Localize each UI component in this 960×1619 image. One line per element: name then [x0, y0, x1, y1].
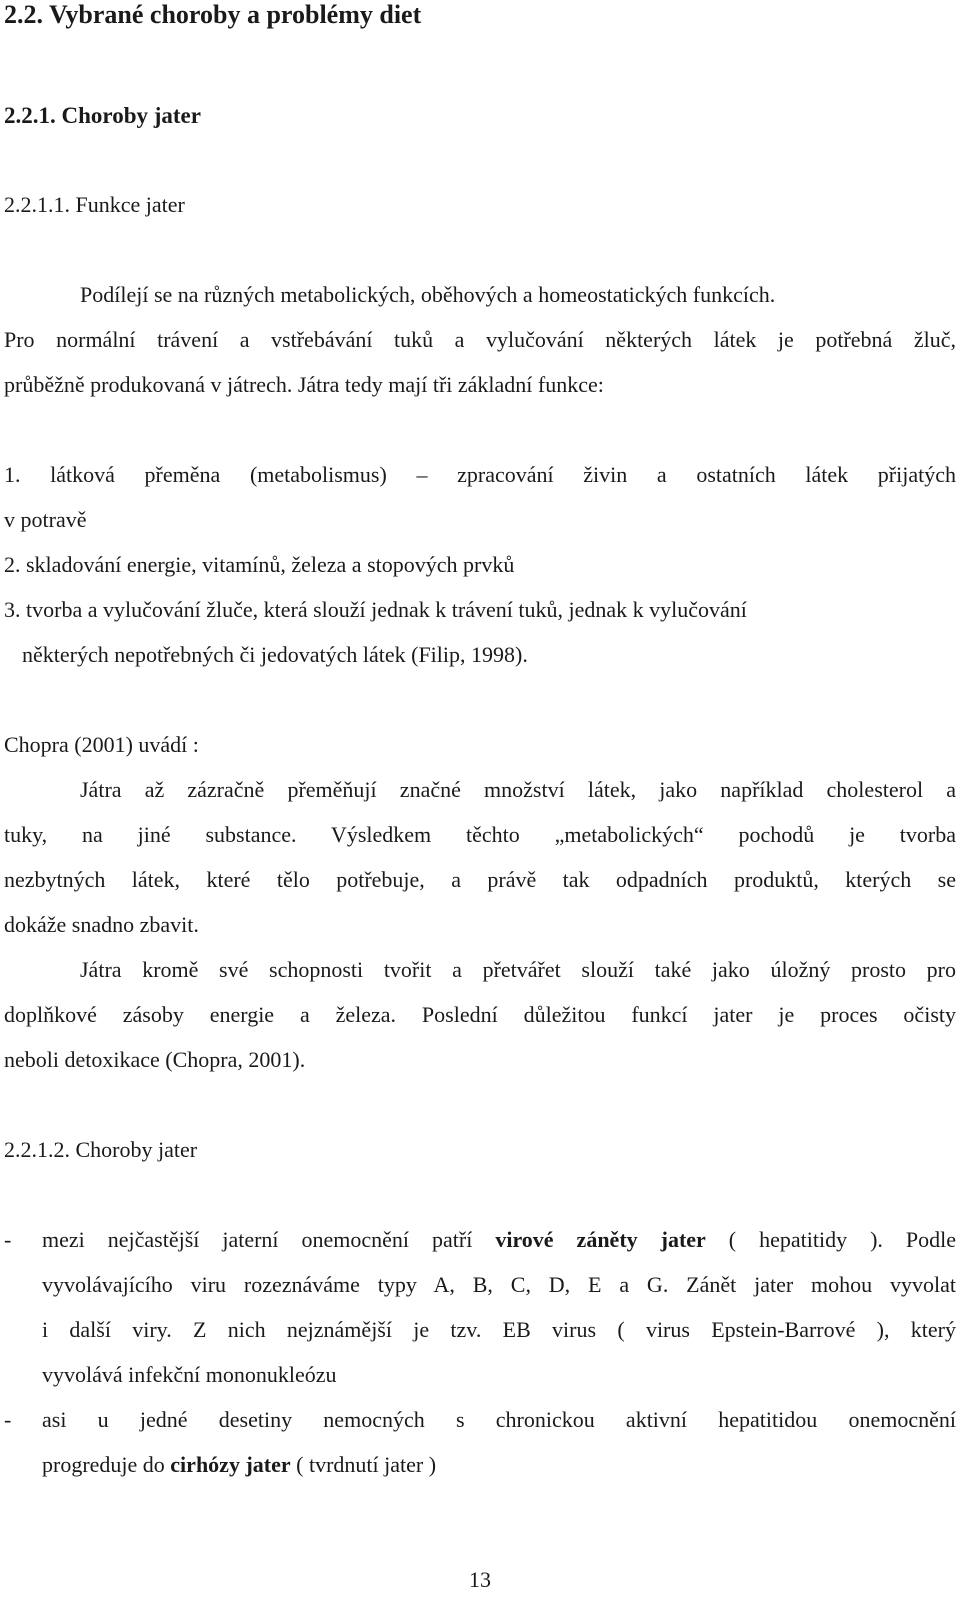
intro-line-2: Pro normální trávení a vstřebávání tuků a vylučování některých látek je potřebná žluč,	[4, 327, 956, 352]
bullet-1-line-4: vyvolává infekční mononukleózu	[42, 1362, 337, 1387]
bullet-dash-1: -	[4, 1227, 12, 1252]
bullet-2-line-2	[42, 1450, 436, 1480]
chopra-p1-line-2: tuky, na jiné substance. Výsledkem těchto „metabolických“ pochodů je tvorba	[4, 822, 956, 847]
bullet-1-line-3: i další viry. Z nich nejznámější je tzv. EB virus ( virus Epstein-Barrové ), který	[42, 1317, 956, 1342]
bullet-2-text-a: progreduje do	[42, 1452, 165, 1477]
function-item-1-line-1: 1. látková přeměna (metabolismus) – zpracování živin a ostatních látek přijatých	[4, 462, 956, 487]
intro-line-3: průběžně produkovaná v játrech. Játra tedy mají tři základní funkce:	[4, 372, 604, 397]
function-item-2: 2. skladování energie, vitamínů, železa a stopových prvků	[4, 552, 515, 577]
chopra-intro: Chopra (2001) uvádí :	[4, 732, 199, 757]
bullet-dash-2: -	[4, 1407, 12, 1432]
chopra-p1-line-1: Játra až zázračně přeměňují značné množství látek, jako například cholesterol a	[80, 777, 956, 802]
section-heading: 2.2. Vybrané choroby a problémy diet	[4, 0, 422, 29]
chopra-p1-line-4: dokáže snadno zbavit.	[4, 912, 199, 937]
chopra-p2-line-1: Játra kromě své schopnosti tvořit a přetvářet slouží také jako úložný prosto pro	[80, 957, 956, 982]
bullet-1-bold-term: virové záněty jater	[495, 1227, 706, 1252]
intro-line-1: Podílejí se na různých metabolických, oběhových a homeostatických funkcích.	[80, 282, 776, 307]
bullet-2-text-c: ( tvrdnutí jater )	[296, 1452, 437, 1477]
function-item-3-line-2: některých nepotřebných či jedovatých látek (Filip, 1998).	[22, 642, 528, 667]
subsubsection-heading-funkce: 2.2.1.1. Funkce jater	[4, 192, 185, 217]
chopra-p2-line-3: neboli detoxikace (Chopra, 2001).	[4, 1047, 306, 1072]
bullet-1-text-a: mezi nejčastější jaterní onemocnění patří	[42, 1227, 473, 1252]
bullet-2-bold-term: cirhózy jater	[170, 1452, 291, 1477]
function-item-1-line-2: v potravě	[4, 507, 87, 532]
function-item-3-line-1: 3. tvorba a vylučování žluče, která slouží jednak k trávení tuků, jednak k vylučování	[4, 597, 747, 622]
chopra-p2-line-2: doplňkové zásoby energie a železa. Poslední důležitou funkcí jater je proces očisty	[4, 1002, 956, 1027]
bullet-1-line-1	[42, 1225, 956, 1255]
subsubsection-heading-choroby: 2.2.1.2. Choroby jater	[4, 1137, 198, 1162]
page-number: 13	[469, 1567, 491, 1592]
chopra-p1-line-3: nezbytných látek, které tělo potřebuje, a právě tak odpadních produktů, kterých se	[4, 867, 956, 892]
bullet-1-text-c: ( hepatitidy ). Podle	[728, 1227, 956, 1252]
bullet-1-line-2: vyvolávajícího viru rozeznáváme typy A, B, C, D, E a G. Zánět jater mohou vyvolat	[42, 1272, 956, 1297]
bullet-2-line-1: asi u jedné desetiny nemocných s chronickou aktivní hepatitidou onemocnění	[42, 1407, 956, 1432]
subsection-heading: 2.2.1. Choroby jater	[4, 103, 201, 128]
